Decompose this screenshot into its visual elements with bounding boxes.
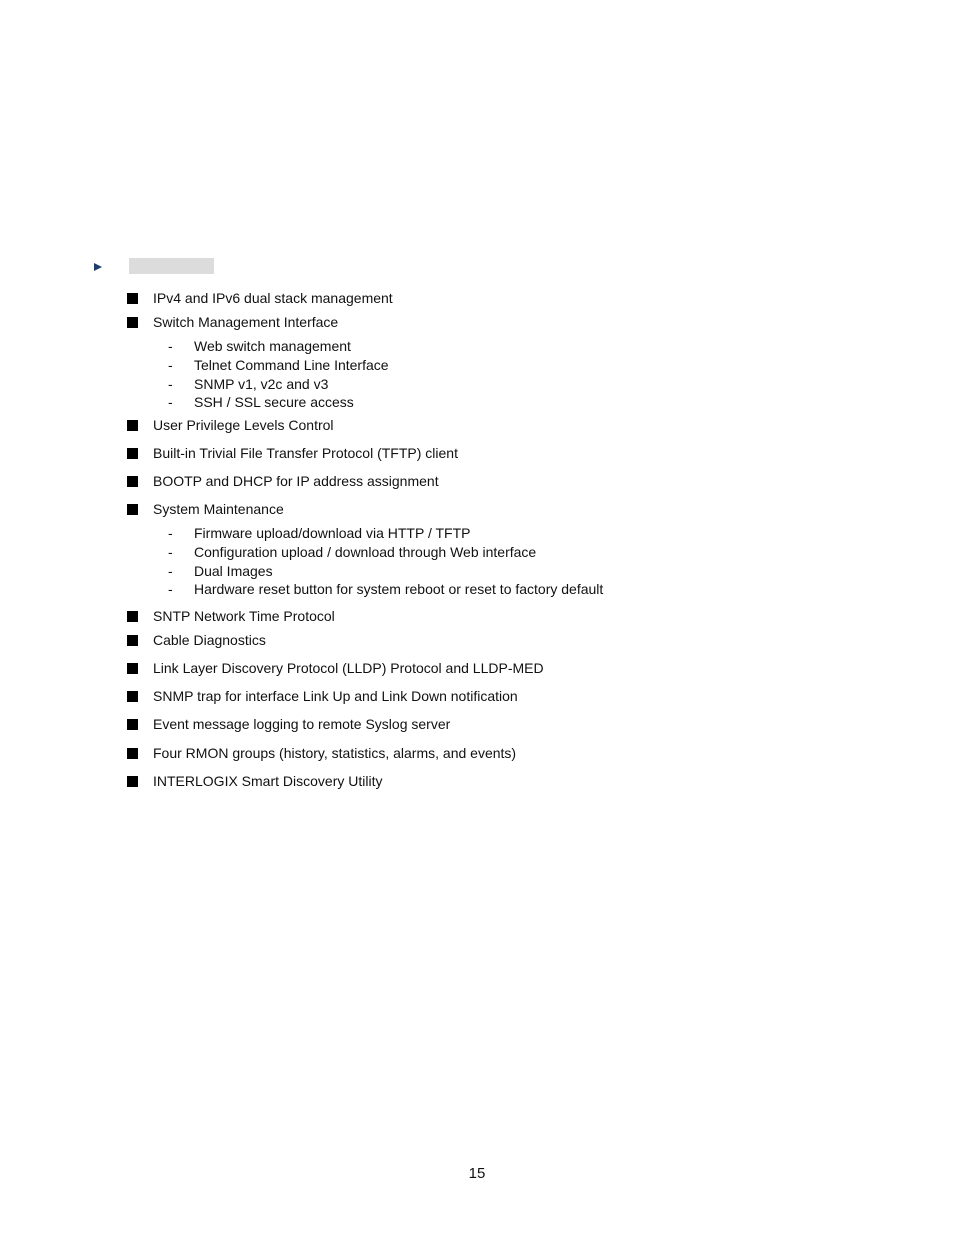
square-bullet-icon — [127, 476, 138, 487]
list-item — [127, 289, 393, 307]
section-heading-placeholder — [129, 258, 214, 274]
square-bullet-icon — [127, 611, 138, 622]
dash-bullet: - — [168, 544, 173, 560]
list-item — [127, 313, 338, 331]
list-item — [127, 744, 516, 762]
dash-bullet: - — [168, 394, 173, 410]
square-bullet-icon — [127, 748, 138, 759]
list-item-label: BOOTP and DHCP for IP address assignment — [153, 473, 439, 489]
square-bullet-icon — [127, 448, 138, 459]
sub-list-item-label: Firmware upload/download via HTTP / TFTP — [194, 525, 471, 541]
list-item — [127, 631, 266, 649]
list-item-label: Switch Management Interface — [153, 314, 339, 330]
sub-list-item-label: SSH / SSL secure access — [194, 394, 354, 410]
sub-list-item — [168, 375, 328, 393]
square-bullet-icon — [127, 293, 138, 304]
list-item-label: IPv4 and IPv6 dual stack management — [153, 290, 393, 306]
list-item-label: Link Layer Discovery Protocol (LLDP) Protocol and LLDP-MED — [153, 660, 544, 676]
list-item — [127, 607, 335, 625]
sub-list-item-label: Hardware reset button for system reboot or reset to factory default — [194, 581, 604, 597]
sub-list-item — [168, 562, 273, 580]
sub-list-item-label: Telnet Command Line Interface — [194, 357, 389, 373]
square-bullet-icon — [127, 719, 138, 730]
list-item — [127, 687, 518, 705]
sub-list-item — [168, 524, 470, 542]
sub-list-item — [168, 543, 536, 561]
dash-bullet: - — [168, 357, 173, 373]
square-bullet-icon — [127, 635, 138, 646]
list-item — [127, 416, 334, 434]
list-item-label: Cable Diagnostics — [153, 632, 266, 648]
dash-bullet: - — [168, 376, 173, 392]
list-item — [127, 772, 382, 790]
list-item — [127, 472, 439, 490]
sub-list-item — [168, 337, 351, 355]
sub-list-item — [168, 393, 354, 411]
sub-list-item — [168, 580, 603, 598]
sub-list-item-label: Configuration upload / download through Web interface — [194, 544, 537, 560]
square-bullet-icon — [127, 691, 138, 702]
square-bullet-icon — [127, 663, 138, 674]
list-item-label: System Maintenance — [153, 501, 284, 517]
list-item — [127, 659, 544, 677]
page-number: 15 — [468, 1165, 486, 1182]
square-bullet-icon — [127, 317, 138, 328]
sub-list-item-label: Web switch management — [194, 338, 351, 354]
square-bullet-icon — [127, 504, 138, 515]
dash-bullet: - — [168, 338, 173, 354]
square-bullet-icon — [127, 776, 138, 787]
list-item — [127, 715, 450, 733]
dash-bullet: - — [168, 581, 173, 597]
dash-bullet: - — [168, 563, 173, 579]
list-item-label: Built-in Trivial File Transfer Protocol (TFTP) client — [153, 445, 458, 461]
sub-list-item-label: Dual Images — [194, 563, 273, 579]
triangle-bullet-icon — [94, 263, 102, 271]
sub-list-item-label: SNMP v1, v2c and v3 — [194, 376, 329, 392]
list-item-label: SNTP Network Time Protocol — [153, 608, 335, 624]
list-item-label: Event message logging to remote Syslog server — [153, 716, 451, 732]
list-item-label: User Privilege Levels Control — [153, 417, 334, 433]
list-item-label: INTERLOGIX Smart Discovery Utility — [153, 773, 383, 789]
sub-list-item — [168, 356, 389, 374]
square-bullet-icon — [127, 420, 138, 431]
list-item-label: SNMP trap for interface Link Up and Link Down notification — [153, 688, 518, 704]
list-item — [127, 500, 284, 518]
list-item — [127, 444, 458, 462]
list-item-label: Four RMON groups (history, statistics, alarms, and events) — [153, 745, 517, 761]
dash-bullet: - — [168, 525, 173, 541]
